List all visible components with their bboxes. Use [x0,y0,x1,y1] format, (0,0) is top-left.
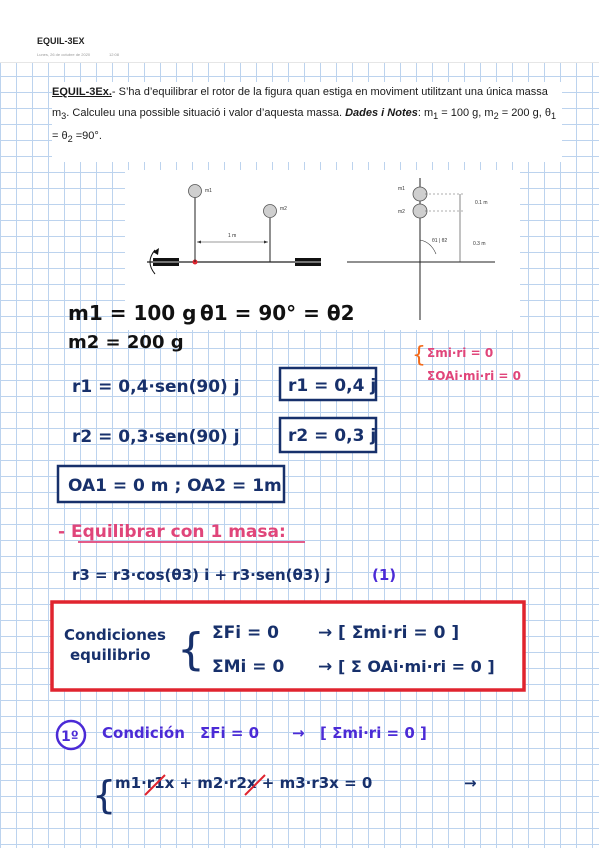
step-num: 1º [61,729,79,745]
cond-1b: [ Σmi·ri = 0 ] [338,623,460,643]
side-m2-label: m2 [398,209,405,215]
problem-sub-1b: 1 [550,111,557,122]
problem-label: EQUIL-3Ex. [52,86,112,98]
problem-sub-2b: 2 [67,133,73,144]
note-cond-a: Σmi·ri = 0 [427,346,494,360]
step-eq: ΣFi = 0 [200,724,260,742]
cond-title-1: Condiciones [64,626,166,644]
r1-label: 0.1 m [475,200,488,206]
problem-sub-1a: 1 [433,111,439,122]
problem-text-1: - S’ha d’equilibrar el rotor de la figura quan estiga en moviment utilitzant una única massa m [52,86,548,119]
notes-label: Dades i Notes [345,106,418,119]
cond-2a: ΣMi = 0 [212,657,285,677]
note-oa: OA1 = 0 m ; OA2 = 1m [68,476,282,496]
note-cond-b: ΣOAi·mi·ri = 0 [427,369,522,383]
orange-brace-icon: { [412,343,426,368]
note-r3-tag: (1) [372,566,397,584]
problem-sub-2a: 2 [493,111,499,122]
problem-text-5: = 200 g, θ [498,106,551,119]
cond-arrow-1: → [318,623,333,643]
cond-arrow-2: → [318,657,333,677]
cond-brace-icon: { [177,624,205,675]
last-brace-icon: { [92,773,117,817]
note-r1: r1 = 0,4·sen(90) j [72,377,240,397]
problem-sub-3: 3 [61,111,67,122]
note-r1-box: r1 = 0,4 j [288,376,377,396]
page-time: 12:08 [109,52,120,57]
cond-1a: ΣFi = 0 [212,623,279,643]
problem-text-6: = θ [52,129,68,142]
last-eq: m1·r1x + m2·r2x + m3·r3x = 0 [115,774,373,792]
side-m1-label: m1 [398,186,405,192]
page-title: EQUIL-3EX [37,36,85,46]
problem-text-7: =90°. [72,129,102,142]
problem-text-2: . Calculeu una possible situació i valor d’aquesta massa. [66,106,346,119]
last-arrow: → [464,774,477,792]
note-r2: r2 = 0,3·sen(90) j [72,427,240,447]
note-m2: m2 = 200 g [68,332,184,353]
step-label: Condición [102,724,185,742]
step-bracket: [ Σmi·ri = 0 ] [320,724,427,742]
page-date: Lunes, 26 de octubre de 2020 [37,52,91,57]
distance-label: 1 m [228,233,237,239]
note-r3: r3 = r3·cos(θ3) i + r3·sen(θ3) j [72,566,331,584]
r2-label: 0.3 m [473,241,486,247]
step-arrow: → [292,724,305,742]
problem-text-4: = 100 g, m [438,106,494,119]
cond-2b: [ Σ OAi·mi·ri = 0 ] [338,657,495,676]
problem-text-3: : m [417,106,434,119]
cond-title-2: equilibrio [70,646,151,664]
angle-label: θ1 | θ2 [432,238,448,244]
note-m1: m1 = 100 g [68,301,197,325]
note-heading: - Equilibrar con 1 masa: [58,522,286,542]
note-theta: θ1 = 90° = θ2 [200,301,355,325]
note-r2-box: r2 = 0,3 j [288,426,377,446]
m2-label: m2 [280,206,287,212]
m1-label: m1 [205,188,212,194]
